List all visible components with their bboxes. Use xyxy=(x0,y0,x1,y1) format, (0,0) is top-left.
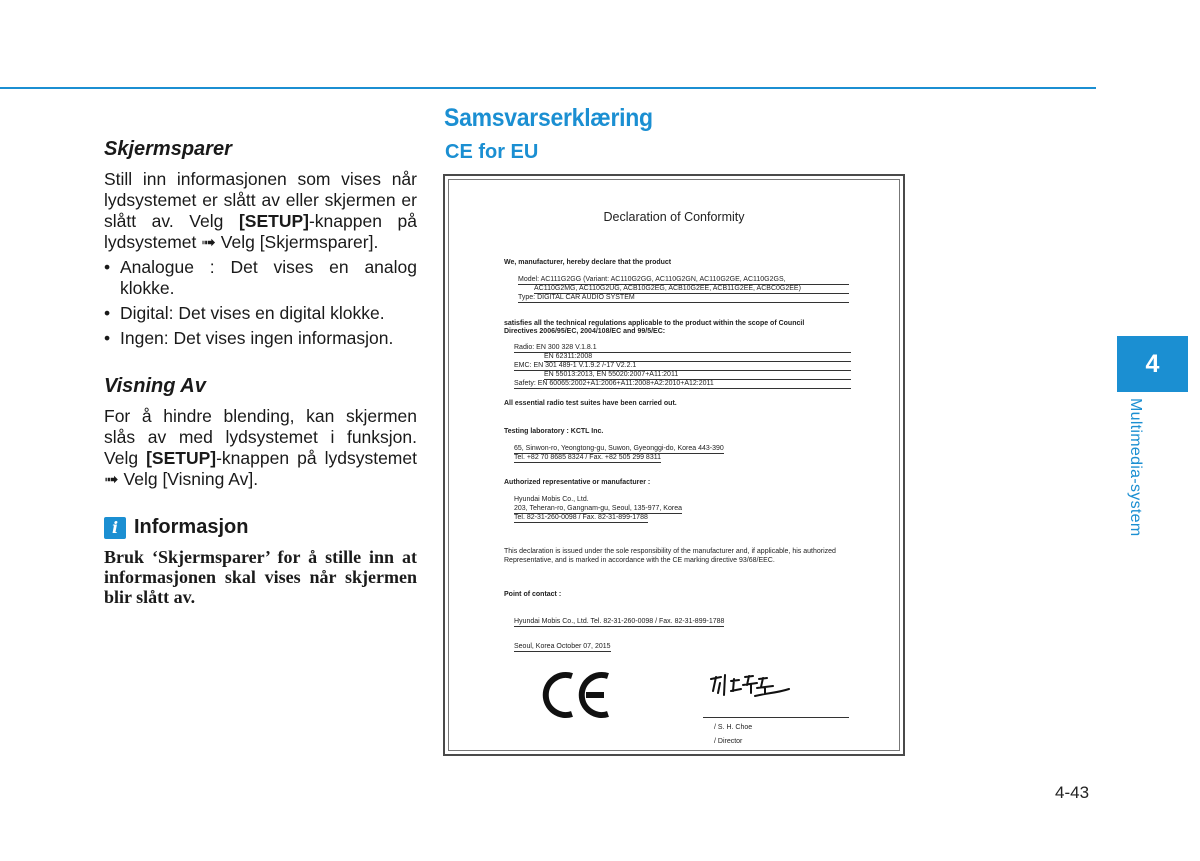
info-title: Informasjon xyxy=(134,516,249,538)
doc-line: Testing laboratory : KCTL Inc. xyxy=(504,428,604,435)
doc-line: Radio: EN 300 328 V.1.8.1 xyxy=(514,343,851,353)
ce-mark-icon xyxy=(542,670,614,720)
signature-icon xyxy=(707,669,791,701)
doc-line: / Director xyxy=(714,738,743,745)
top-rule xyxy=(0,87,1096,89)
doc-line: Directives 2006/95/EC, 2004/108/EC and 99/5/EC: xyxy=(504,328,666,335)
doc-line: EN 62311:2008 xyxy=(544,352,851,362)
doc-line: Seoul, Korea October 07, 2015 xyxy=(514,643,611,650)
doc-line: Authorized representative or manufacturer : xyxy=(504,479,651,486)
doc-line: AC110G2MG, AC110G2UG, ACB10G2EG, ACB10G2EE, ACB11G2EE, ACBC0G2EE) xyxy=(534,284,849,294)
chapter-label: Multimedia-system xyxy=(1127,398,1144,537)
document-title: Declaration of Conformity xyxy=(603,210,745,224)
declaration-document xyxy=(443,174,905,756)
doc-line: All essential radio test suites have been carried out. xyxy=(504,400,677,407)
list-item: • Analogue : Det vises en analog klokke. xyxy=(104,257,417,299)
setup-key-label: [SETUP] xyxy=(238,211,309,231)
section-heading-visning-av: Visning Av xyxy=(104,375,206,397)
page-title: Samsvarserklæring xyxy=(444,104,653,132)
doc-line: This declaration is issued under the sole responsibility of the manufacturer and, if applicable, his authorized xyxy=(504,548,836,555)
doc-line: Hyundai Mobis Co., Ltd. xyxy=(514,496,589,503)
doc-line: EN 55013:2013, EN 55020:2007+A11:2011 xyxy=(544,370,851,380)
left-column xyxy=(104,138,417,607)
doc-line: Tel. 82-31-260-0098 / Fax. 82-31-899-1788 xyxy=(514,514,648,521)
chapter-tab: 4 xyxy=(1117,336,1188,392)
signature-line xyxy=(703,717,849,718)
section-visning-av xyxy=(104,375,417,490)
doc-line: / S. H. Choe xyxy=(714,724,753,731)
doc-line: Point of contact : xyxy=(504,591,562,598)
info-icon: i xyxy=(104,517,126,539)
doc-line: Hyundai Mobis Co., Ltd. Tel. 82-31-260-0098 / Fax. 82-31-899-1788 xyxy=(514,618,725,625)
page-number: 4-43 xyxy=(1055,783,1090,802)
doc-line: Representative, and is marked in accordance with the CE marking directive 93/68/EEC. xyxy=(504,557,775,564)
doc-line: 203, Teheran-ro, Gangnam-gu, Seoul, 135-977, Korea xyxy=(514,505,682,512)
doc-line: Model: AC111G2GG (Variant: AC110G2GG, AC110G2GN, AC110G2GE, AC110G2GS, xyxy=(518,275,849,285)
option-list xyxy=(104,257,417,349)
info-text: Bruk ‘Skjermsparer’ for å stille inn at informasjonen skal vises når skjermen blir slått av. xyxy=(104,547,417,607)
setup-key-label: [SETUP] xyxy=(146,448,217,468)
doc-line: We, manufacturer, hereby declare that the product xyxy=(504,259,672,266)
list-item: • Digital: Det vises en digital klokke. xyxy=(104,303,417,324)
doc-line: Tel. +82 70 8685 8324 / Fax. +82 505 299 8311 xyxy=(514,454,661,461)
list-item: • Ingen: Det vises ingen informasjon. xyxy=(104,328,417,349)
section-subtitle: CE for EU xyxy=(445,141,539,163)
section-heading-skjermsparer: Skjermsparer xyxy=(104,138,232,160)
section-paragraph: For å hindre blending, kan skjermen slås av med lydsystemet i funksjon. Velg [SETUP]-knappen på lydsystemet ➟ Velg [Visning Av]. xyxy=(104,406,417,489)
info-heading xyxy=(104,516,417,539)
section-paragraph: Still inn informasjonen som vises når lydsystemet er slått av eller skjermen er slått av. Velg [SETUP]-knappen på lydsystemet ➟ Velg [Skjermsparer]. xyxy=(104,169,417,252)
doc-line: satisfies all the technical regulations applicable to the product within the scope of Council xyxy=(504,320,805,327)
doc-line: 65, Sinwon-ro, Yeongtong-gu, Suwon, Gyeonggi-do, Korea 443-390 xyxy=(514,445,724,452)
doc-line: Safety: EN 60065:2002+A1:2006+A11:2008+A2:2010+A12:2011 xyxy=(514,379,851,389)
doc-line: EMC: EN 301 489-1 V.1.9.2 /-17 V2.2.1 xyxy=(514,361,851,371)
doc-line: Type: DIGITAL CAR AUDIO SYSTEM xyxy=(518,293,849,303)
